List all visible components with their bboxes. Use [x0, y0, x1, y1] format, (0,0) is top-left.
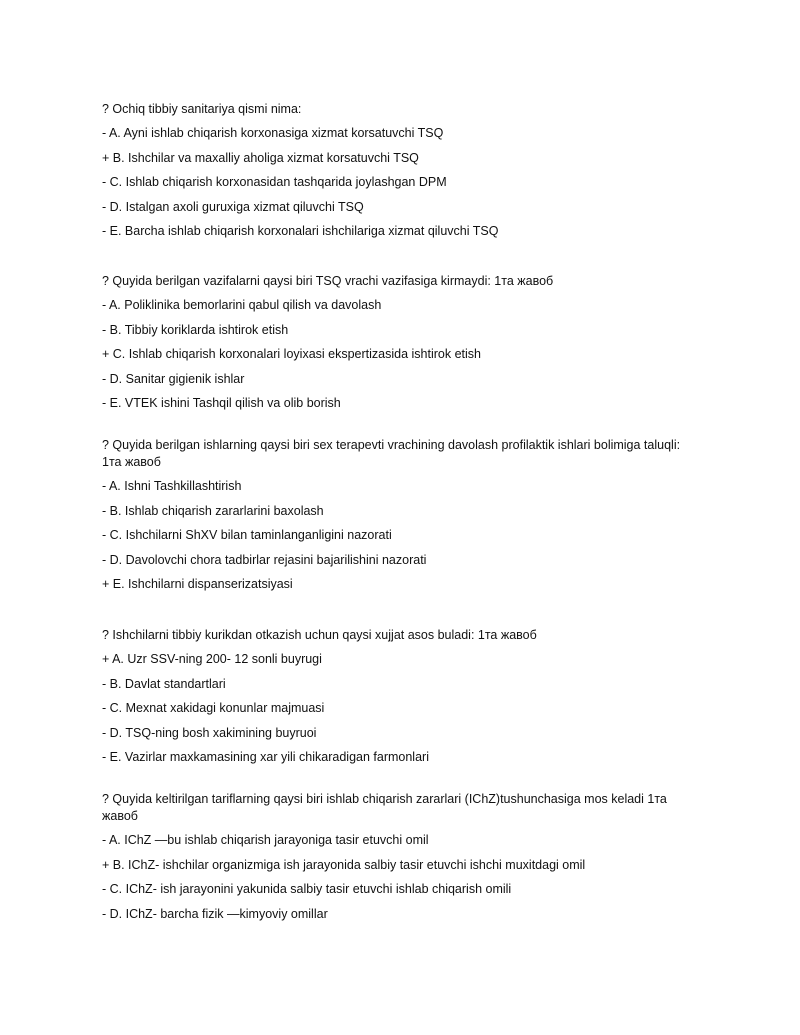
answer-option: - D. Sanitar gigienik ishlar — [102, 371, 245, 386]
answer-option: - D. Davolovchi chora tadbirlar rejasini bajarilishini nazorati — [102, 552, 427, 567]
answer-option: - E. Vazirlar maxkamasining xar yili chikaradigan farmonlari — [102, 750, 429, 764]
answer-option: - B. Tibbiy koriklarda ishtirok etish — [102, 322, 289, 337]
question-text: ? Ochiq tibbiy sanitariya qismi nima: — [102, 102, 302, 116]
answer-option: - D. IChZ- barcha fizik —kimyoviy omillar — [102, 906, 328, 921]
answer-option: + B. IChZ- ishchilar organizmiga ish jarayonida salbiy tasir etuvchi ishchi muxitdagi omil — [102, 857, 586, 872]
answer-option: - A. IChZ —bu ishlab chiqarish jarayoniga tasir etuvchi omil — [102, 833, 429, 847]
answer-option: - C. Mexnat xakidagi konunlar majmuasi — [102, 701, 325, 715]
question-text: ? Quyida berilgan vazifalarni qaysi biri TSQ vrachi vazifasiga kirmaydi: 1та жавоб — [102, 274, 554, 288]
answer-option: - A. Ayni ishlab chiqarish korxonasiga xizmat korsatuvchi TSQ — [102, 126, 444, 140]
answer-option: - C. Ishlab chiqarish korxonasidan tashqarida joylashgan DPM — [102, 175, 447, 189]
answer-option: + B. Ishchilar va maxalliy aholiga xizmat korsatuvchi TSQ — [102, 150, 419, 165]
question-block — [102, 437, 702, 601]
answer-option: + E. Ishchilarni dispanserizatsiyasi — [102, 577, 293, 591]
question-block — [102, 627, 702, 774]
answer-option: + C. Ishlab chiqarish korxonalari loyixasi ekspertizasida ishtirok etish — [102, 347, 481, 361]
answer-option: - E. VTEK ishini Tashqil qilish va olib borish — [102, 396, 341, 410]
answer-option: - E. Barcha ishlab chiqarish korxonalari ishchilariga xizmat qiluvchi TSQ — [102, 224, 499, 238]
question-text: ? Quyida berilgan ishlarning qaysi biri sex terapevti vrachining davolash profilaktik ishlari bolimiga taluqli: 1та жавоб — [102, 438, 681, 469]
answer-option: - C. Ishchilarni ShXV bilan taminlanganligini nazorati — [102, 528, 392, 542]
answer-option: + A. Uzr SSV-ning 200- 12 sonli buyrugi — [102, 652, 322, 666]
answer-option: - A. Poliklinika bemorlarini qabul qilish va davolash — [102, 298, 382, 312]
answer-option: - B. Ishlab chiqarish zararlarini baxolash — [102, 503, 324, 518]
question-block — [102, 101, 702, 248]
question-block — [102, 791, 702, 930]
question-text: ? Quyida keltirilgan tariflarning qaysi biri ishlab chiqarish zararlari (IChZ)tushunchasiga mos keladi 1та жавоб — [102, 792, 667, 823]
answer-option: - B. Davlat standartlari — [102, 676, 226, 691]
answer-option: - D. TSQ-ning bosh xakimining buyruoi — [102, 725, 317, 740]
question-text: ? Ishchilarni tibbiy kurikdan otkazish uchun qaysi xujjat asos buladi: 1та жавоб — [102, 628, 537, 642]
answer-option: - D. Istalgan axoli guruxiga xizmat qiluvchi TSQ — [102, 199, 364, 214]
answer-option: - A. Ishni Tashkillashtirish — [102, 479, 242, 493]
question-block — [102, 273, 702, 420]
answer-option: - C. IChZ- ish jarayonini yakunida salbiy tasir etuvchi ishlab chiqarish omili — [102, 882, 512, 896]
